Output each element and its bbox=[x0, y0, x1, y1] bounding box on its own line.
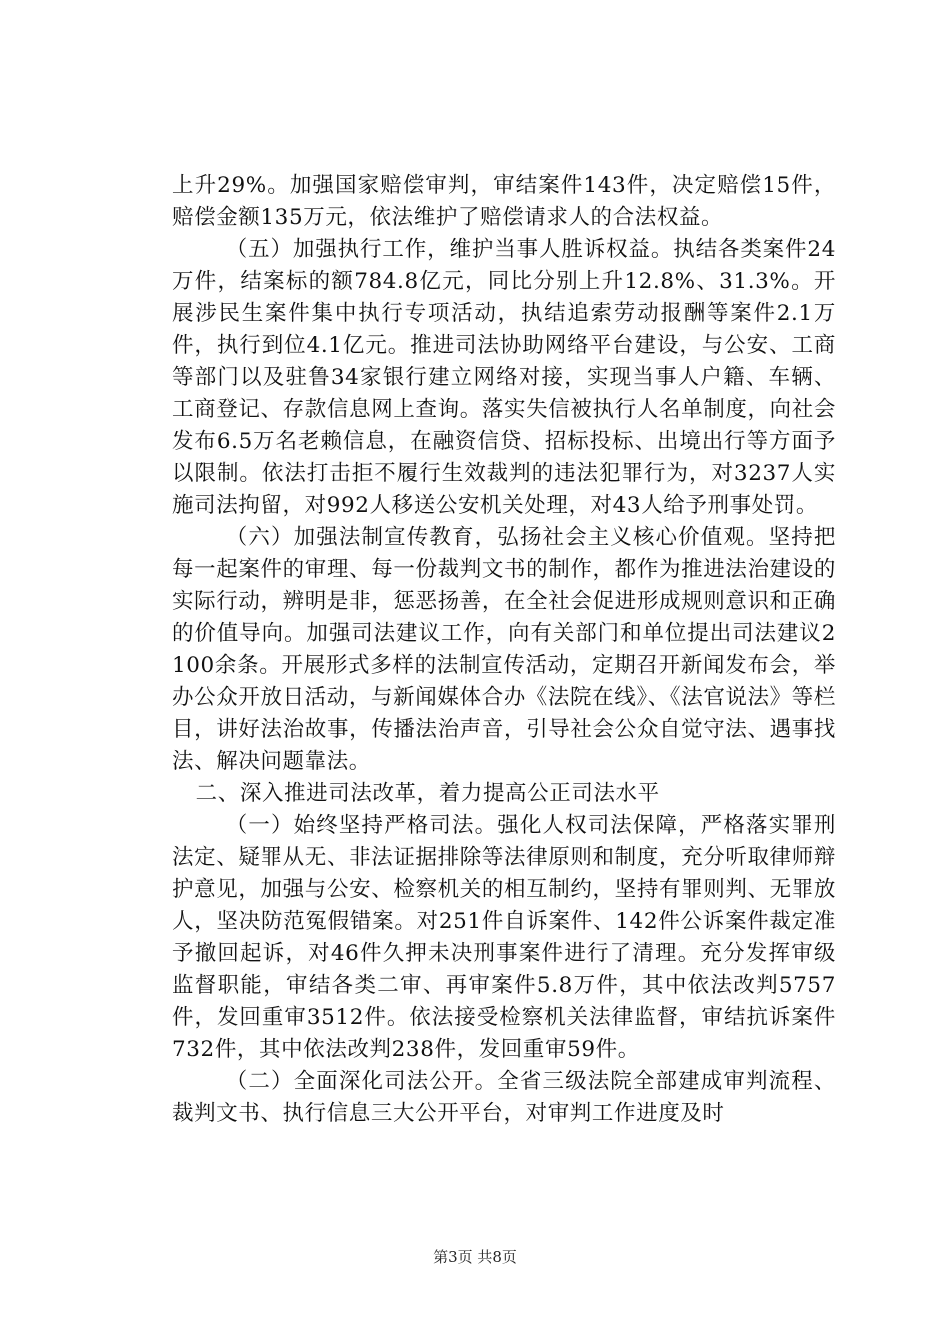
paragraph-enforcement: （五）加强执行工作，维护当事人胜诉权益。执结各类案件24万件，结案标的额784.8亿元，同比分别上升12.8%、31.3%。开展涉民生案件集中执行专项活动，执结追索劳动报酬等案件2.1万件，执行到位4.1亿元。推进司法协助网络平台建设，与公安、工商等部门以及驻鲁34家银行建立网络对接，实现当事人户籍、车辆、工商登记、存款信息网上查询。落实失信被执行人名单制度，向社会发布6.5万名老赖信息，在融资信贷、招标投标、出境出行等方面予以限制。依法打击拒不履行生效裁判的违法犯罪行为，对3237人实施司法拘留，对992人移送公安机关处理，对43人给予刑事处罚。 bbox=[172, 237, 836, 518]
paragraph-strict-justice: （一）始终坚持严格司法。强化人权司法保障，严格落实罪刑法定、疑罪从无、非法证据排除等法律原则和制度，充分听取律师辩护意见，加强与公安、检察机关的相互制约，坚持有罪则判、无罪放人，坚决防范冤假错案。对251件自诉案件、142件公诉案件裁定准予撤回起诉，对46件久押未决刑事案件进行了清理。充分发挥审级监督职能，审结各类二审、再审案件5.8万件，其中依法改判5757件，发回重审3512件。依法接受检察机关法律监督，审结抗诉案件732件，其中依法改判238件，发回重审59件。 bbox=[172, 813, 836, 1062]
section-heading-judicial-reform: 二、深入推进司法改革，着力提高公正司法水平 bbox=[195, 781, 660, 806]
document-body bbox=[172, 170, 836, 1130]
page-number-footer: 第3页 共8页 bbox=[433, 1248, 517, 1266]
paragraph-judicial-openness: （二）全面深化司法公开。全省三级法院全部建成审判流程、裁判文书、执行信息三大公开平台，对审判工作进度及时 bbox=[172, 1069, 836, 1126]
paragraph-legal-education: （六）加强法制宣传教育，弘扬社会主义核心价值观。坚持把每一起案件的审理、每一份裁判文书的制作，都作为推进法治建设的实际行动，辨明是非，惩恶扬善，在全社会促进形成规则意识和正确的价值导向。加强司法建议工作，向有关部门和单位提出司法建议2100余条。开展形式多样的法制宣传活动，定期召开新闻发布会，举办公众开放日活动，与新闻媒体合办《法院在线》、《法官说法》等栏目，讲好法治故事，传播法治声音，引导社会公众自觉守法、遇事找法、解决问题靠法。 bbox=[172, 525, 836, 774]
paragraph-compensation: 上升29%。加强国家赔偿审判，审结案件143件，决定赔偿15件，赔偿金额135万元，依法维护了赔偿请求人的合法权益。 bbox=[172, 173, 836, 230]
